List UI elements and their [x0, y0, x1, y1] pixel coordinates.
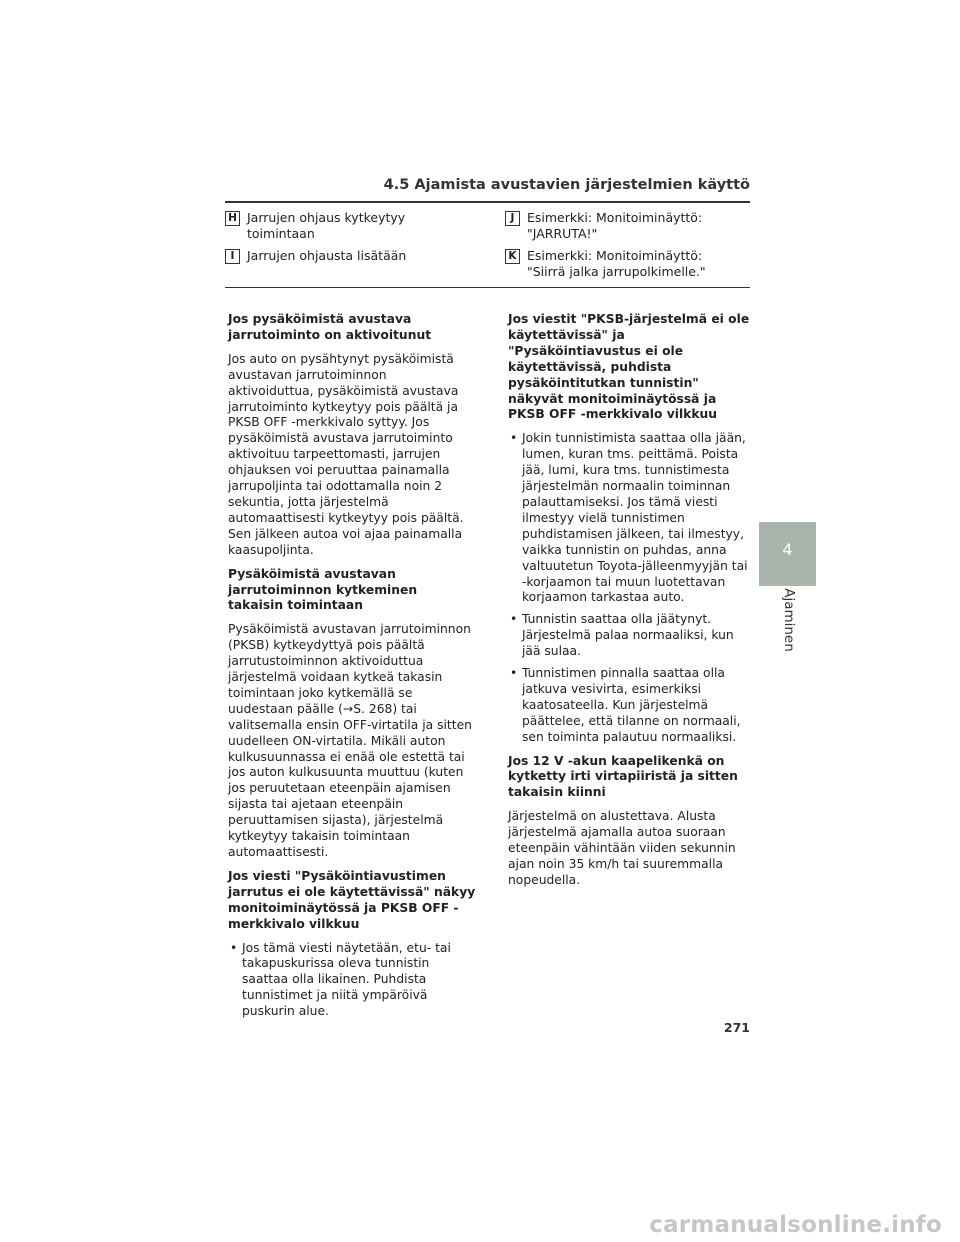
legend-text-k: Esimerkki: Monitoiminäyttö: "Siirrä jalka jarrupolkimelle." [527, 248, 706, 279]
section-header: 4.5 Ajamista avustavien järjestelmien käyttö [383, 177, 750, 193]
chapter-number: 4 [782, 540, 793, 559]
left-column [228, 312, 476, 1028]
list-item: • Tunnistin saattaa olla jäätynyt. Järjestelmä palaa normaaliksi, kun jää sulaa. [508, 612, 752, 660]
legend-item-i [225, 248, 475, 264]
header-rule [225, 201, 750, 203]
legend-text-i: Jarrujen ohjausta lisätään [247, 248, 407, 263]
legend-right [505, 210, 730, 286]
bullet-list-right [508, 431, 752, 745]
watermark: carmanualsonline.info [649, 1212, 942, 1238]
legend-item-j [505, 210, 730, 242]
legend-text-h: Jarrujen ohjaus kytkeytyy toimintaan [247, 210, 406, 241]
paragraph-battery-disconnect: Järjestelmä on alustettava. Alusta järjestelmä ajamalla autoa suoraan eteenpäin vähintään viiden sekunnin ajan noin 35 km/h tai suuremmalla nopeudella. [508, 809, 736, 887]
list-item: • Tunnistimen pinnalla saattaa olla jatkuva vesivirta, esimerkiksi kaatosateella. Kun järjestelmä päättelee, että tilanne on normaali, sen toiminta palautuu normaaliksi. [508, 666, 752, 746]
legend-tag-k: K [505, 249, 520, 264]
legend-tag-i: I [225, 249, 240, 264]
paragraph-pksb-activated: Jos auto on pysähtynyt pysäköimistä avustavan jarrutoiminnon aktivoiduttua, pysäköimistä avustava jarrutoiminto kytkeytyy pois päältä ja PKSB OFF -merkkivalo syttyy. Jos pysäköimistä avustava jarrutoiminto aktivoituu tarpeettomasti, jarrujen ohjauksen voi peruuttaa painamalla jarrupoljinta tai odottamalla noin 2 sekuntia, jotta järjestelmä automaattisesti kytkeytyy pois päältä. Sen jälkeen autoa voi ajaa painamalla kaasupoljinta. [228, 351, 464, 557]
heading-pksb-messages: Jos viestit "PKSB-järjestelmä ei ole käytettävissä" ja "Pysäköintiavustus ei ole käytettävissä, puhdista pysäköintitutkan tunnistin" näkyvät monitoiminäytössä ja PKSB OFF -merkkivalo vilkkuu [508, 312, 750, 422]
legend-tag-h: H [225, 211, 240, 226]
heading-battery-disconnect: Jos 12 V -akun kaapelikenkä on kytketty irti virtapiiristä ja sitten takaisin kiinni [508, 753, 738, 800]
heading-pksb-activated: Jos pysäköimistä avustava jarrutoiminto on aktivoitunut [228, 312, 432, 342]
legend-item-k [505, 248, 730, 280]
bullet-list-left [228, 941, 476, 1021]
chapter-label: Ajaminen [781, 588, 797, 652]
legend-text-j: Esimerkki: Monitoiminäyttö: "JARRUTA!" [527, 210, 703, 241]
legend-tag-j: J [505, 211, 520, 226]
list-item: • Jokin tunnistimista saattaa olla jään, lumen, kuran tms. peittämä. Poista jää, lumi, kura tms. tunnistimesta järjestelmän normaalin toiminnan palauttamiseksi. Jos tämä viesti ilmestyy vielä tunnistimen puhdistamisen jälkeen, tai ilmestyy, vaikka tunnistin on puhdas, anna valtuutetun Toyota-jälleenmyyjän tai -korjaamon tai muun luotettavan korjaamon tarkastaa auto. [508, 431, 752, 606]
page-number: 271 [723, 1020, 750, 1035]
paragraph-pksb-reenable: Pysäköimistä avustavan jarrutoiminnon (PKSB) kytkeydyttyä pois päältä jarrutustoiminnon aktivoiduttua järjestelmä voidaan kytkeä takasin toimintaan joko kytkemällä se uudestaan päälle (→S. 268) tai valitsemalla ensin OFF-virtatila ja sitten uudelleen ON-virtatila. Mikäli auton kulkusuunnassa ei enää ole estettä tai jos auton kulkusuunta muuttuu (kuten jos peruutetaan eteenpäin ajamisen sijasta tai ajetaan eteenpäin peruuttamisen sijasta), järjestelmä kytkeytyy takaisin toimintaan automaattisesti. [228, 622, 472, 859]
heading-pksb-reenable: Pysäköimistä avustavan jarrutoiminnon kytkeminen takaisin toimintaan [228, 566, 418, 613]
section-divider [225, 287, 750, 288]
heading-message-unavailable: Jos viesti "Pysäköintiavustimen jarrutus ei ole käytettävissä" näkyy monitoiminäytössä ja PKSB OFF -merkkivalo vilkkuu [228, 868, 476, 931]
legend-left [225, 210, 475, 270]
right-column [508, 312, 752, 897]
legend-item-h [225, 210, 475, 242]
list-item: • Jos tämä viesti näytetään, etu- tai takapuskurissa oleva tunnistin saattaa olla likainen. Puhdista tunnistimet ja niitä ympäröivä puskurin alue. [228, 941, 476, 1021]
